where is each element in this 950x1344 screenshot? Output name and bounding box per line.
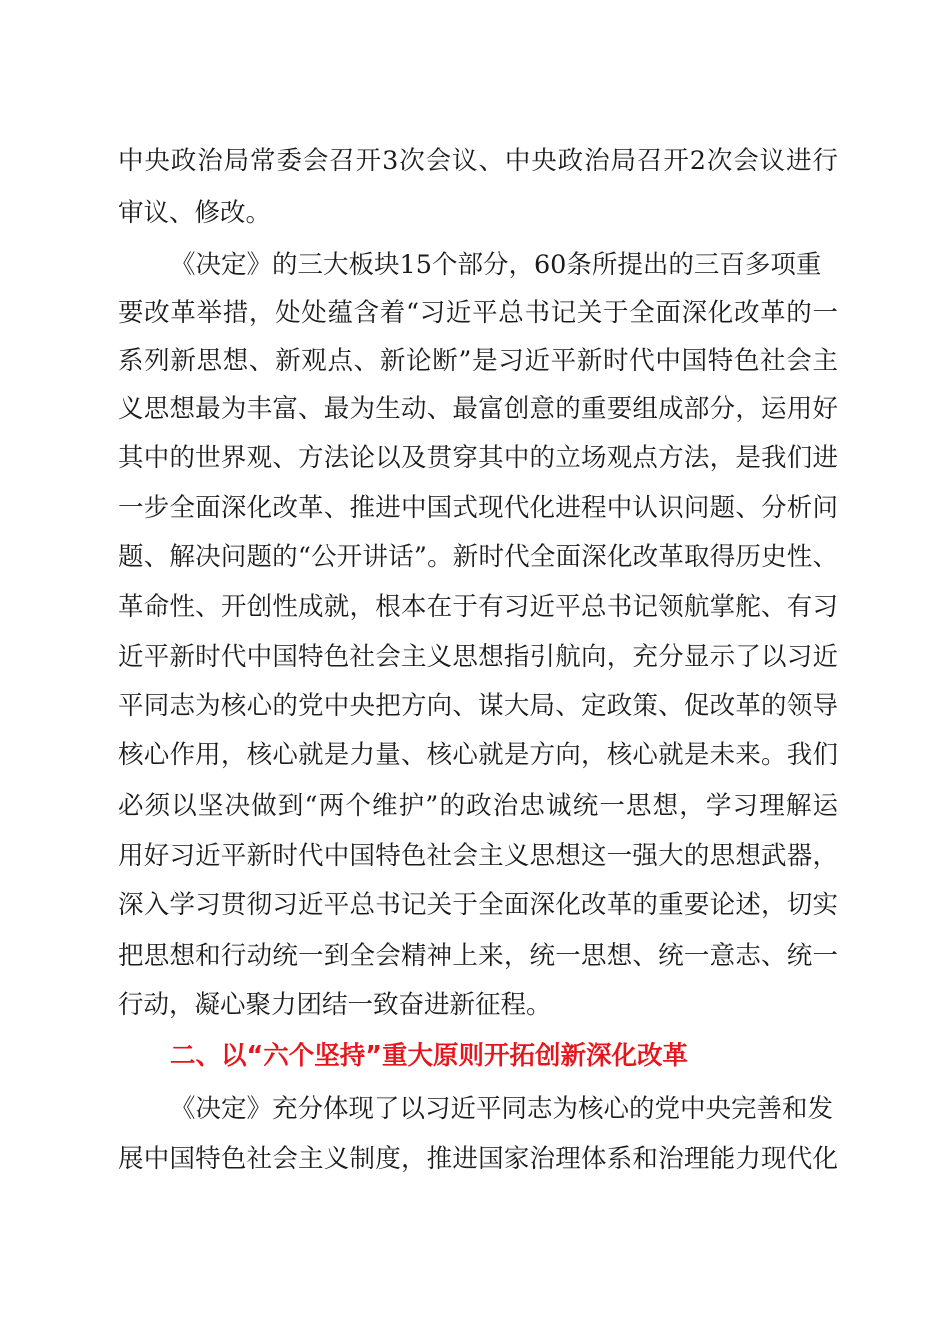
paragraph-2-line-11: 核心作用，核心就是力量、核心就是方向，核心就是未来。我们: [118, 740, 838, 770]
paragraph-2-line-12: 必须以坚决做到“两个维护”的政治忠诚统一思想，学习理解运: [118, 791, 838, 821]
paragraph-2-line-1: 《决定》的三大板块15个部分，60条所提出的三百多项重: [170, 250, 822, 280]
paragraph-2-line-13: 用好习近平新时代中国特色社会主义思想这一强大的思想武器，: [118, 841, 838, 871]
paragraph-2-line-10: 平同志为核心的党中央把方向、谋大局、定政策、促改革的领导: [118, 691, 838, 721]
paragraph-1-line-1: 中央政治局常委会召开3次会议、中央政治局召开2次会议进行: [118, 146, 838, 176]
paragraph-2-line-15: 把思想和行动统一到全会精神上来，统一思想、统一意志、统一: [118, 941, 838, 971]
paragraph-2-line-16: 行动，凝心聚力团结一致奋进新征程。: [118, 990, 552, 1020]
paragraph-2-line-4: 义思想最为丰富、最为生动、最富创意的重要组成部分，运用好: [118, 394, 838, 424]
paragraph-2-line-14: 深入学习贯彻习近平总书记关于全面深化改革的重要论述，切实: [118, 890, 838, 920]
paragraph-2-line-9: 近平新时代中国特色社会主义思想指引航向，充分显示了以习近: [118, 642, 838, 672]
paragraph-1-line-2: 审议、修改。: [118, 198, 272, 228]
paragraph-2-line-5: 其中的世界观、方法论以及贯穿其中的立场观点方法，是我们进: [118, 443, 838, 473]
section-heading: 二、以“六个坚持”重大原则开拓创新深化改革: [170, 1041, 689, 1071]
paragraph-3-line-2: 展中国特色社会主义制度，推进国家治理体系和治理能力现代化: [118, 1144, 838, 1174]
paragraph-2-line-2: 要改革举措，处处蕴含着“习近平总书记关于全面深化改革的一: [118, 298, 838, 328]
paragraph-2-line-8: 革命性、开创性成就，根本在于有习近平总书记领航掌舵、有习: [118, 592, 838, 622]
paragraph-3-line-1: 《决定》充分体现了以习近平同志为核心的党中央完善和发: [170, 1094, 834, 1124]
paragraph-2-line-7: 题、解决问题的“公开讲话”。新时代全面深化改革取得历史性、: [118, 542, 838, 572]
paragraph-2-line-6: 一步全面深化改革、推进中国式现代化进程中认识问题、分析问: [118, 493, 838, 523]
paragraph-2-line-3: 系列新思想、新观点、新论断”是习近平新时代中国特色社会主: [118, 346, 838, 376]
